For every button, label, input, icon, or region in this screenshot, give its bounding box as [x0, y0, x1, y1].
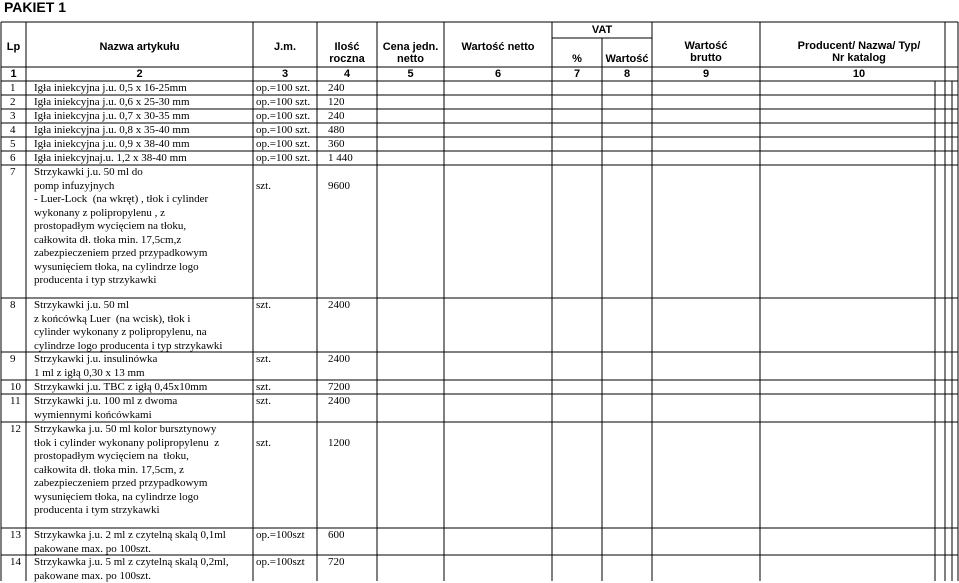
row-lp: 2 [10, 96, 16, 108]
row-unit: op.=100 szt. [256, 82, 311, 94]
header-vat-value: Wartość [605, 53, 649, 65]
column-number: 3 [281, 68, 289, 80]
row-lp: 12 [10, 423, 21, 435]
column-number: 9 [702, 68, 710, 80]
row-name: Strzykawka j.u. 5 ml z czytelną skalą 0,2ml, pakowane max. po 100szt. [34, 556, 229, 582]
column-number: 5 [407, 68, 414, 80]
column-number: 7 [573, 68, 581, 80]
page-title: PAKIET 1 [4, 0, 66, 15]
row-name: Strzykawki j.u. insulinówka 1 ml z igłą 0,30 x 13 mm [34, 353, 158, 379]
row-qty: 480 [328, 124, 345, 136]
row-lp: 13 [10, 529, 21, 541]
row-unit: op.=100szt [256, 556, 305, 568]
row-name: Igła iniekcyjna j.u. 0,5 x 16-25mm [34, 82, 187, 94]
row-lp: 9 [10, 353, 16, 365]
row-lp: 14 [10, 556, 21, 568]
row-qty: 720 [328, 556, 345, 568]
row-name: Strzykawki j.u. 100 ml z dwoma wymiennymi końcówkami [34, 395, 178, 421]
row-lp: 7 [10, 166, 16, 178]
row-name: Igła iniekcyjna j.u. 0,9 x 38-40 mm [34, 138, 190, 150]
row-name: Igła iniekcyjna j.u. 0,6 x 25-30 mm [34, 96, 190, 108]
header-vat: VAT [591, 24, 613, 36]
header-vat-pct: % [572, 53, 582, 65]
row-qty: 1 440 [328, 152, 353, 164]
row-unit: szt. [256, 395, 271, 407]
row-unit: op.=100 szt. [256, 110, 311, 122]
row-name: Strzykawki j.u. 50 ml do pomp infuzyjnych - Luer-Lock (na wkręt) , tłok i cylinder wykonany z polipropylenu , z prostopadłym wycięciem na tłoku, całkowita dł. tłoka min. 17,5cm,z zabezpieczeniem przed przypadkowym wysunięciem tłoka, na cylindrze logo producenta i typ strzykawki [34, 166, 209, 286]
row-unit: szt. [256, 179, 271, 192]
row-qty: 1200 [328, 436, 350, 449]
row-lp: 4 [10, 124, 16, 136]
row-qty: 360 [328, 138, 345, 150]
row-qty: 240 [328, 110, 345, 122]
column-number: 2 [136, 68, 143, 80]
row-qty: 600 [328, 529, 345, 541]
row-lp: 10 [10, 381, 21, 393]
row-name: Strzykawki j.u. TBC z igłą 0,45x10mm [34, 381, 208, 393]
row-lp: 3 [10, 110, 16, 122]
row-qty: 240 [328, 82, 345, 94]
row-qty: 7200 [328, 381, 350, 393]
row-qty: 2400 [328, 353, 350, 365]
row-lp: 11 [10, 395, 21, 407]
row-name: Igła iniekcyjna j.u. 0,8 x 35-40 mm [34, 124, 190, 136]
column-number: 6 [494, 68, 502, 80]
header-value-gross: Wartość brutto [684, 40, 728, 64]
row-qty: 2400 [328, 299, 350, 311]
row-name: Strzykawki j.u. 50 ml z końcówką Luer (na wcisk), tłok i cylinder wykonany z polipropylenu, na cylindrze logo producenta i typ strzykawki [34, 299, 223, 352]
row-qty: 9600 [328, 179, 350, 192]
row-unit: op.=100 szt. [256, 96, 311, 108]
row-unit: op.=100szt [256, 529, 305, 541]
row-lp: 1 [10, 82, 16, 94]
row-qty: 120 [328, 96, 345, 108]
row-name: Strzykawka j.u. 50 ml kolor bursztynowy tłok i cylinder wykonany polipropylenu z prostopadłym wycięciem na tłoku, całkowita dł. tłoka min. 17,5cm, z zabezpieczeniem przed przypadkowym wysunięciem tłoka, na cylindrze logo producenta i tym strzykawki [34, 423, 220, 516]
row-unit: op.=100 szt. [256, 152, 311, 164]
row-unit: szt. [256, 353, 271, 365]
column-number: 10 [852, 68, 866, 80]
column-number: 4 [343, 68, 351, 80]
row-lp: 8 [10, 299, 16, 311]
header-name: Nazwa artykułu [99, 41, 180, 53]
row-lp: 6 [10, 152, 16, 164]
row-qty: 2400 [328, 395, 350, 407]
header-unit: J.m. [273, 41, 296, 53]
row-name: Igła iniekcyjna j.u. 0,7 x 30-35 mm [34, 110, 190, 122]
header-lp: Lp [6, 41, 21, 53]
row-name: Igła iniekcyjnaj.u. 1,2 x 38-40 mm [34, 152, 187, 164]
row-unit: op.=100 szt. [256, 138, 311, 150]
header-price: Cena jedn. netto [382, 41, 439, 65]
row-name: Strzykawka j.u. 2 ml z czytelną skalą 0,1ml pakowane max. po 100szt. [34, 529, 226, 555]
row-unit: szt. [256, 381, 271, 393]
row-unit: szt. [256, 299, 271, 311]
row-unit: szt. [256, 436, 271, 449]
column-number: 1 [10, 68, 17, 80]
header-producer: Producent/ Nazwa/ Typ/ Nr katalog [797, 40, 921, 64]
column-number: 8 [623, 68, 631, 80]
row-unit: op.=100 szt. [256, 124, 311, 136]
header-qty: Ilość roczna [329, 41, 365, 65]
header-value-net: Wartość netto [461, 41, 535, 53]
row-lp: 5 [10, 138, 16, 150]
